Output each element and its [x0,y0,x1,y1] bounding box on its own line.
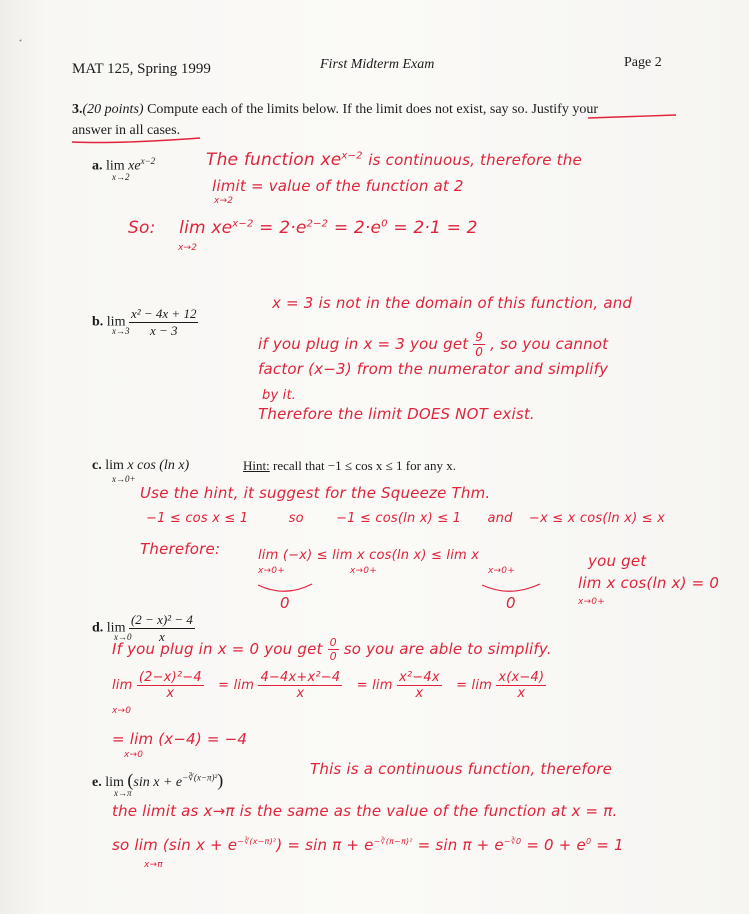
d-f1n: (2−x)²−4 [138,670,202,685]
part-c-statement [92,458,189,474]
d-frac-den: 0 [329,650,337,663]
e-exp2: −∛(π−π)² [373,837,413,846]
part-b-den: x − 3 [149,323,178,338]
d-w1a: If you plug in x = 0 you get [112,640,323,658]
a-lim: lim xe [179,218,233,238]
part-e-label: e. [92,775,102,790]
d-f1d: x [166,686,175,701]
c-w2a: −1 ≤ cos x ≤ 1 [146,511,249,526]
part-e-lim: lim [105,775,124,790]
c-result-1: you get [588,552,647,570]
e-w3f: = 1 [596,836,624,854]
d-lim2: lim [233,678,255,693]
part-e-exp: −∛(x−π)² [182,772,218,783]
d-frac [328,636,339,663]
brace-left [258,584,312,591]
a-mid: = 2·e [259,218,307,238]
part-a-work-line3-sub: x→2 [178,243,198,253]
b-frac-den: 0 [475,345,484,359]
part-c-work-line4: lim (−x) ≤ lim x cos(ln x) ≤ lim x [258,548,480,563]
c-w2d: and [487,511,513,526]
part-e-work-line2: the limit as x→π is the same as the value of the function at x = π. [112,802,618,820]
part-e-sub: x→π [114,788,132,798]
d-eq1: = [218,678,230,693]
part-b-fraction [129,306,198,339]
part-b-num: x² − 4x + 12 [130,306,197,321]
part-d-num: (2 − x)² − 4 [130,612,193,627]
a-w1b: is continuous, therefore the [368,151,582,169]
part-a-work-line1 [206,150,582,170]
part-b-label: b. [92,314,104,330]
hint-text: recall that −1 ≤ cos x ≤ 1 for any x. [272,458,456,473]
question-text-justify: Justify your [531,102,598,117]
part-b-sub: x→3 [112,326,130,336]
d-f2 [258,670,342,701]
d-frac-num: 0 [329,636,337,649]
part-c-sub: x→0+ [112,474,136,484]
part-d-den: x [159,629,165,644]
d-line3-sub: x→0 [124,750,144,760]
course-title: MAT 125, Spring 1999 [72,61,211,77]
part-e-statement: e. lim (sin $x + e^{-∛(x-\pi)^2}$) [92,770,224,790]
part-a-sub: x→2 [112,172,130,182]
b-w2a: if you plug in x = 3 you get [258,335,469,353]
b-w2b: , so you cannot [490,335,609,353]
a-res: = 2·1 = 2 [393,218,478,238]
a-so: So: [128,218,156,238]
c-result-sub: x→0+ [578,597,605,607]
part-b-work-line3: factor (x−3) from the numerator and simplify [258,360,609,378]
part-e-work-line1: This is a continuous function, therefore [310,760,613,778]
hint-label: Hint: [243,458,270,473]
part-c-hint [243,458,456,474]
c-sub2: x→0+ [350,566,377,576]
dot-mark [20,40,21,41]
a-exp2: 2−2 [306,218,329,230]
e-w3a: so lim (sin x + e [112,836,238,854]
e-w3d: = sin π + e [417,836,504,854]
c-result-2: lim x cos(ln x) = 0 [578,574,720,592]
d-f4d: x [517,686,526,701]
underline-justify [588,115,676,118]
part-d-sub: x→0 [114,632,132,642]
b-frac-num: 9 [475,330,484,344]
page-number: Page 2 [624,55,662,70]
brace-right [482,584,540,591]
d-f2n: 4−4x+x²−4 [260,670,341,685]
part-c-work-line2 [146,511,665,526]
d-f4 [496,670,546,701]
d-f2d: x [296,686,305,701]
e-w3e: = 0 + e [526,836,586,854]
d-eq3: = [456,678,468,693]
part-b-work-line1: x = 3 is not in the domain of this function, and [272,294,633,312]
part-d-label: d. [92,620,104,636]
part-c-work-line3: Therefore: [140,540,221,558]
part-c-label: c. [92,458,102,473]
a-w1-exp: x−2 [341,150,363,162]
d-f3n: x²−4x [398,670,440,685]
a-end: = 2·e [333,218,382,238]
d-lim4: lim [471,678,493,693]
c-w2c: −1 ≤ cos(ln x) ≤ 1 [336,511,462,526]
question-points: (20 points) [82,102,144,117]
d-lim3: lim [372,678,393,693]
d-line2-sub: x→0 [112,706,132,716]
part-b-statement [92,306,198,339]
e-exp3: −∛0 [503,837,522,846]
d-eq2: = [356,678,368,693]
part-b-work-line2 [258,330,608,359]
question-intro [72,102,598,118]
part-d-lim: lim [106,620,126,636]
part-b-work-line4: by it. [262,388,297,403]
c-sub1: x→0+ [258,566,285,576]
e-exp1: −∛(x−π)² [237,837,277,846]
e-w3b: ) [276,836,283,854]
d-f1 [137,670,204,701]
part-a-work-line2-sub: x→2 [214,196,234,206]
part-a-expr: xe [128,158,141,174]
part-a-exp: x−2 [140,156,156,166]
part-e-work-line3 [112,836,624,854]
e-w3c: = sin π + e [287,836,374,854]
part-b-lim: lim [106,314,126,330]
e-line3-sub: x→π [144,860,163,870]
question-number: 3. [72,102,83,117]
part-a-work-line3 [128,218,478,238]
question-text-cont: answer in all cases. [72,123,181,138]
c-sub3: x→0+ [488,566,515,576]
exam-title: First Midterm Exam [320,57,435,72]
part-d-work-line3: = lim (x−4) = −4 [112,730,248,748]
a-exp1: x−2 [232,218,254,230]
a-w1: The function xe [206,150,342,170]
part-c-expr: x cos (ln x) [127,458,190,473]
part-d-work-line1 [112,636,552,663]
c-zero2: 0 [506,594,516,612]
part-a-label: a. [92,158,103,174]
d-f4n: x(x−4) [498,670,545,685]
e-exp4: 0 [585,837,592,846]
part-d-work-line2 [112,670,546,701]
part-a-lim: lim [106,158,125,174]
d-lim1: lim [112,678,133,693]
part-e-expr: sin x + e [133,775,183,790]
a-exp3: 0 [381,218,388,230]
d-w1b: so you are able to simplify. [343,640,552,658]
part-b-work-line5: Therefore the limit DOES NOT exist. [258,405,535,423]
part-c-lim: lim [105,458,124,473]
c-w2e: −x ≤ x cos(ln x) ≤ x [528,511,665,526]
d-f3 [397,670,442,701]
part-c-work-line1: Use the hint, it suggest for the Squeeze Thm. [140,484,491,502]
part-a-work-line2: limit = value of the function at 2 [212,177,464,195]
c-w2b: so [288,511,304,526]
b-frac [473,330,485,359]
d-f3d: x [415,686,424,701]
question-text: Compute each of the limits below. If the limit does not exist, say so. [147,102,528,117]
c-zero1: 0 [280,594,290,612]
